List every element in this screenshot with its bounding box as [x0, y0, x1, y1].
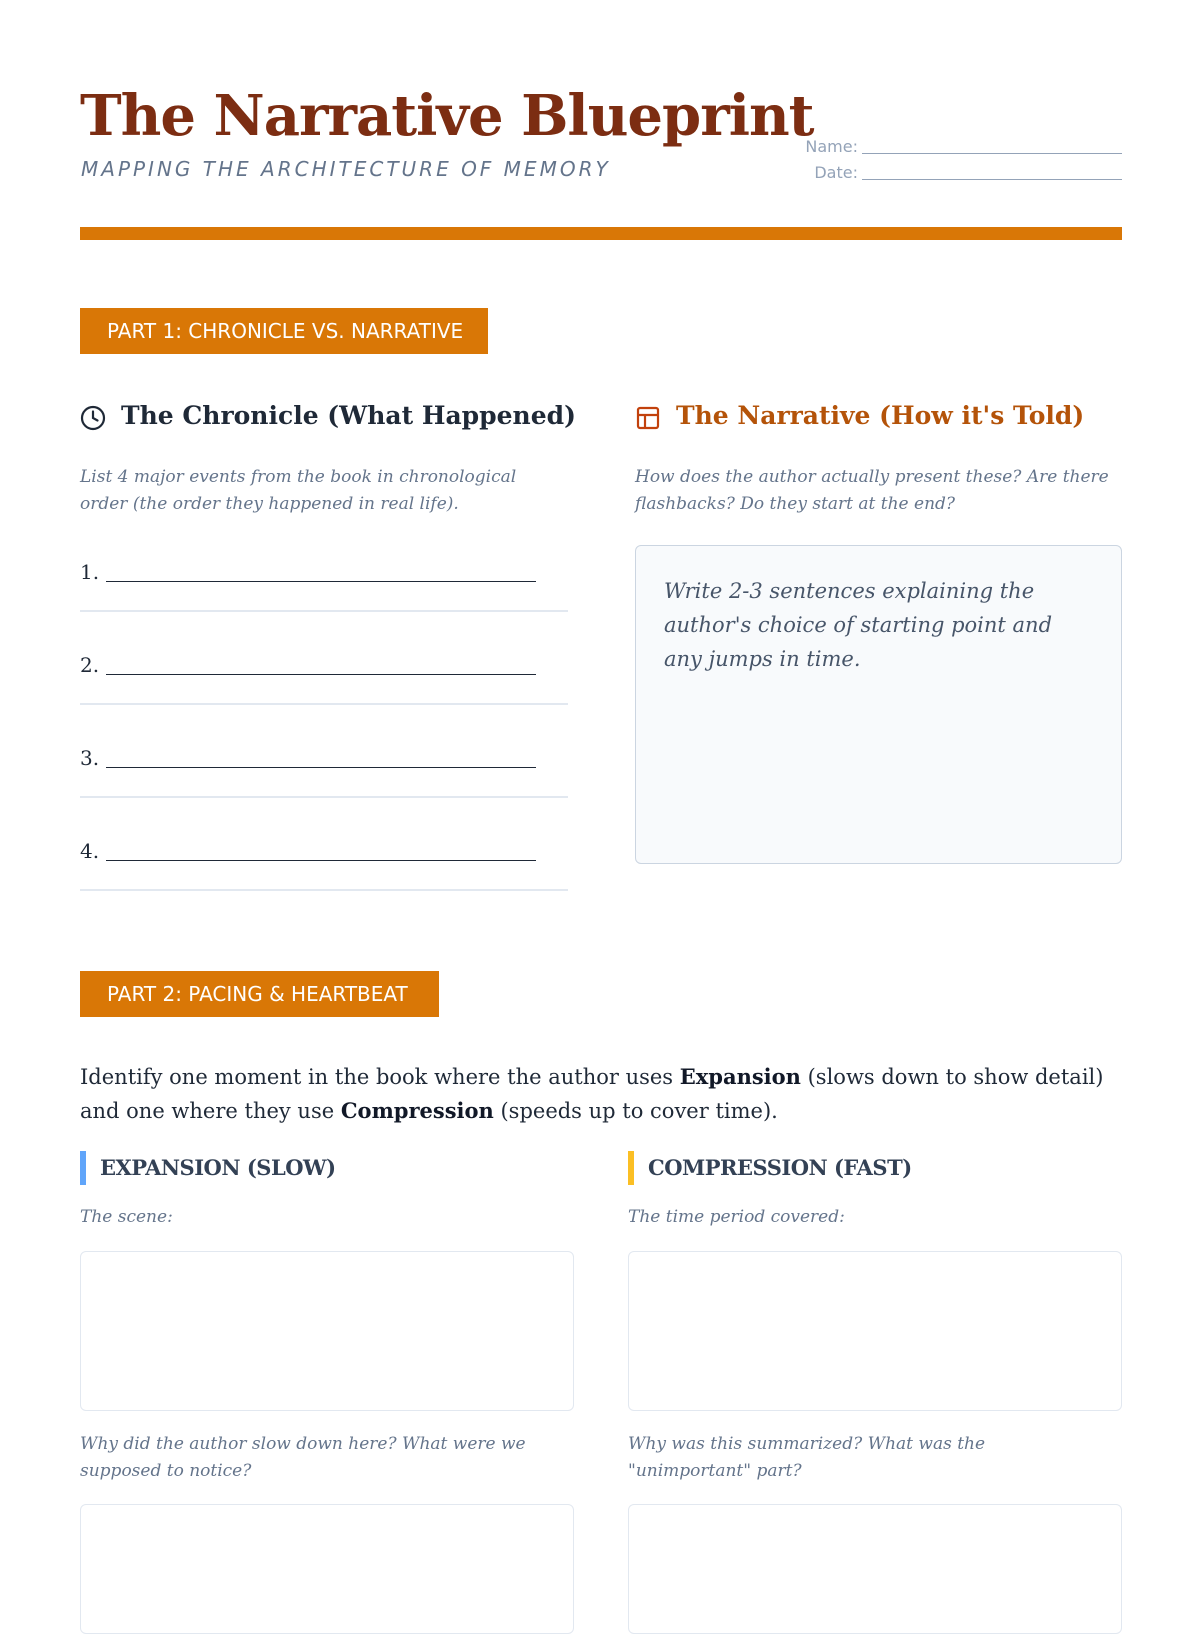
part2-banner: PART 2: PACING & HEARTBEAT [80, 971, 439, 1017]
page-subtitle: MAPPING THE ARCHITECTURE OF MEMORY [81, 157, 611, 181]
event-line[interactable] [106, 674, 536, 675]
intro-text: (speeds up to cover time). [493, 1099, 778, 1123]
date-row [760, 160, 1122, 184]
student-info [760, 134, 1122, 194]
layout-icon [635, 405, 661, 431]
name-row [760, 134, 1122, 158]
intro-term-expansion: Expansion [679, 1064, 801, 1089]
event-line[interactable] [106, 860, 536, 861]
narrative-response-box[interactable]: Write 2-3 sentences explaining the author's choice of starting point and any jumps in time. [635, 545, 1122, 864]
compression-prompt-why: Why was this summarized? What was the "unimportant" part? [628, 1434, 986, 1481]
event-item-1[interactable] [80, 550, 568, 612]
narrative-heading [635, 401, 1135, 437]
event-item-4[interactable] [80, 829, 568, 891]
intro-text: (slows down to show detail) and one where they use [80, 1065, 1104, 1123]
page-title: The Narrative Blueprint [80, 83, 814, 149]
event-item-3[interactable] [80, 736, 568, 798]
narrative-heading-text: The Narrative (How it's Told) [676, 401, 1085, 430]
expansion-heading-text: EXPANSION (SLOW) [100, 1155, 336, 1180]
event-number: 3. [80, 746, 100, 770]
chronicle-heading [80, 401, 600, 437]
event-number: 1. [80, 560, 100, 584]
date-label: Date: [814, 163, 858, 182]
expansion-why-box[interactable] [80, 1504, 574, 1634]
event-item-2[interactable] [80, 643, 568, 705]
event-line[interactable] [106, 767, 536, 768]
expansion-scene-box[interactable] [80, 1251, 574, 1411]
pacing-intro [80, 1060, 1130, 1128]
chronicle-heading-text: The Chronicle (What Happened) [121, 401, 576, 430]
date-field[interactable] [862, 179, 1122, 180]
compression-heading [628, 1151, 1148, 1185]
name-label: Name: [805, 137, 858, 156]
expansion-heading [80, 1151, 600, 1185]
chronicle-instruction: List 4 major events from the book in chronological order (the order they happened in real life). [80, 467, 517, 514]
name-field[interactable] [862, 153, 1122, 154]
part1-banner: PART 1: CHRONICLE VS. NARRATIVE [80, 308, 488, 354]
event-line[interactable] [106, 581, 536, 582]
event-number: 4. [80, 839, 100, 863]
compression-prompt-period: The time period covered: [628, 1207, 845, 1227]
compression-why-box[interactable] [628, 1504, 1122, 1634]
intro-text: Identify one moment in the book where the author uses [80, 1065, 680, 1089]
expansion-prompt-why: Why did the author slow down here? What were we supposed to notice? [80, 1434, 526, 1481]
compression-heading-text: COMPRESSION (FAST) [648, 1155, 912, 1180]
narrative-instruction: How does the author actually present these? Are there flashbacks? Do they start at the end? [635, 467, 1109, 514]
expansion-accent-bar [80, 1151, 86, 1185]
expansion-prompt-scene: The scene: [80, 1207, 173, 1227]
compression-accent-bar [628, 1151, 634, 1185]
clock-icon [80, 405, 106, 431]
compression-period-box[interactable] [628, 1251, 1122, 1411]
intro-term-compression: Compression [340, 1098, 494, 1123]
header-divider [80, 227, 1122, 240]
event-number: 2. [80, 653, 100, 677]
